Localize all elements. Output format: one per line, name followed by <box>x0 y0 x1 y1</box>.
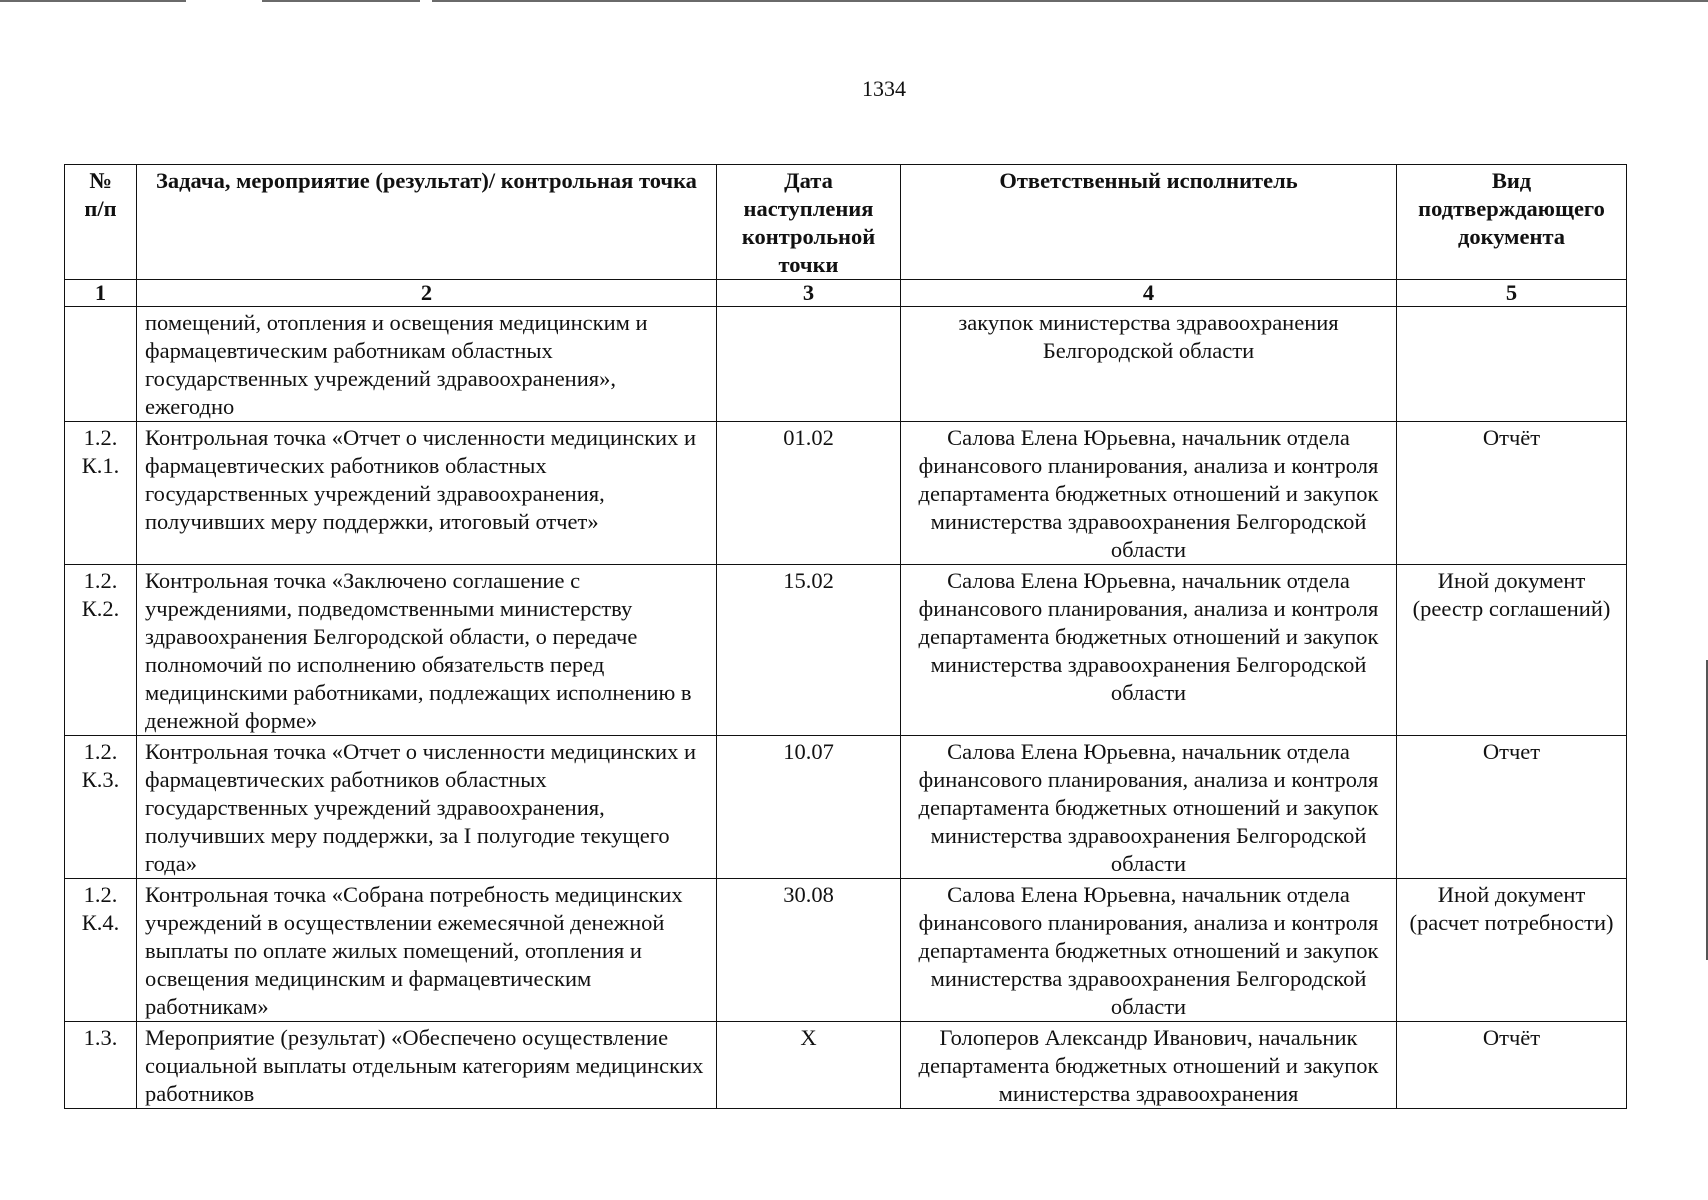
scan-edge-line <box>432 0 1708 2</box>
executor-cell: Салова Елена Юрьевна, начальник отдела финансового планирования, анализа и контроля департамента бюджетных отношений и закупок министерства здравоохранения Белгородской области <box>901 565 1397 736</box>
header-doc: Вид подтверждающего документа <box>1397 165 1627 280</box>
date-cell: 10.07 <box>717 736 901 879</box>
document-type-cell: Иной документ (реестр соглашений) <box>1397 565 1627 736</box>
header-date: Дата наступления контрольной точки <box>717 165 901 280</box>
row-number-cell: 1.3. <box>65 1022 137 1109</box>
table-body <box>65 307 1627 1109</box>
task-cell: Контрольная точка «Собрана потребность медицинских учреждений в осуществлении ежемесячной денежной выплаты по оплате жилых помещений, отопления и освещения медицинским и фармацевтическим работникам» <box>137 879 717 1022</box>
executor-cell: Салова Елена Юрьевна, начальник отдела финансового планирования, анализа и контроля департамента бюджетных отношений и закупок министерства здравоохранения Белгородской области <box>901 879 1397 1022</box>
task-cell: Контрольная точка «Отчет о численности медицинских и фармацевтических работников областных государственных учреждений здравоохранения, получивших меру поддержки, за I полугодие текущего года» <box>137 736 717 879</box>
table-row <box>65 422 1627 565</box>
column-number: 3 <box>717 280 901 307</box>
row-number-cell <box>65 307 137 422</box>
executor-cell: Голоперов Александр Иванович, начальник департамента бюджетных отношений и закупок министерства здравоохранения <box>901 1022 1397 1109</box>
document-type-cell: Иной документ (расчет потребности) <box>1397 879 1627 1022</box>
date-cell: 01.02 <box>717 422 901 565</box>
table-row <box>65 1022 1627 1109</box>
task-cell: Контрольная точка «Отчет о численности медицинских и фармацевтических работников областных государственных учреждений здравоохранения, получивших меру поддержки, итоговый отчет» <box>137 422 717 565</box>
page-number: 1334 <box>862 76 906 101</box>
row-number-cell: 1.2. К.4. <box>65 879 137 1022</box>
column-number: 4 <box>901 280 1397 307</box>
executor-cell: Салова Елена Юрьевна, начальник отдела финансового планирования, анализа и контроля департамента бюджетных отношений и закупок министерства здравоохранения Белгородской области <box>901 736 1397 879</box>
executor-cell: закупок министерства здравоохранения Белгородской области <box>901 307 1397 422</box>
row-number-cell: 1.2. К.1. <box>65 422 137 565</box>
task-cell: помещений, отопления и освещения медицинским и фармацевтическим работникам областных государственных учреждений здравоохранения», ежегодно <box>137 307 717 422</box>
date-cell: Х <box>717 1022 901 1109</box>
task-cell: Мероприятие (результат) «Обеспечено осуществление социальной выплаты отдельным категориям медицинских работников <box>137 1022 717 1109</box>
executor-cell: Салова Елена Юрьевна, начальник отдела финансового планирования, анализа и контроля департамента бюджетных отношений и закупок министерства здравоохранения Белгородской области <box>901 422 1397 565</box>
table-row <box>65 565 1627 736</box>
column-number-row <box>65 280 1627 307</box>
document-type-cell: Отчет <box>1397 736 1627 879</box>
row-number-cell: 1.2. К.3. <box>65 736 137 879</box>
table-row <box>65 736 1627 879</box>
date-cell: 15.02 <box>717 565 901 736</box>
table-row <box>65 879 1627 1022</box>
header-executor: Ответственный исполнитель <box>901 165 1397 280</box>
date-cell <box>717 307 901 422</box>
document-type-cell <box>1397 307 1627 422</box>
table-row <box>65 307 1627 422</box>
column-number: 5 <box>1397 280 1627 307</box>
table-header-row <box>65 165 1627 280</box>
header-num: № п/п <box>65 165 137 280</box>
scan-edge-line <box>0 0 186 2</box>
column-number: 1 <box>65 280 137 307</box>
date-cell: 30.08 <box>717 879 901 1022</box>
document-type-cell: Отчёт <box>1397 1022 1627 1109</box>
document-type-cell: Отчёт <box>1397 422 1627 565</box>
header-task: Задача, мероприятие (результат)/ контрольная точка <box>137 165 717 280</box>
control-points-table <box>64 164 1627 1109</box>
task-cell: Контрольная точка «Заключено соглашение с учреждениями, подведомственными министерству здравоохранения Белгородской области, о передаче полномочий по исполнению обязательств перед медицинскими работниками, подлежащих исполнению в денежной форме» <box>137 565 717 736</box>
scan-edge-line <box>262 0 420 2</box>
column-number: 2 <box>137 280 717 307</box>
row-number-cell: 1.2. К.2. <box>65 565 137 736</box>
